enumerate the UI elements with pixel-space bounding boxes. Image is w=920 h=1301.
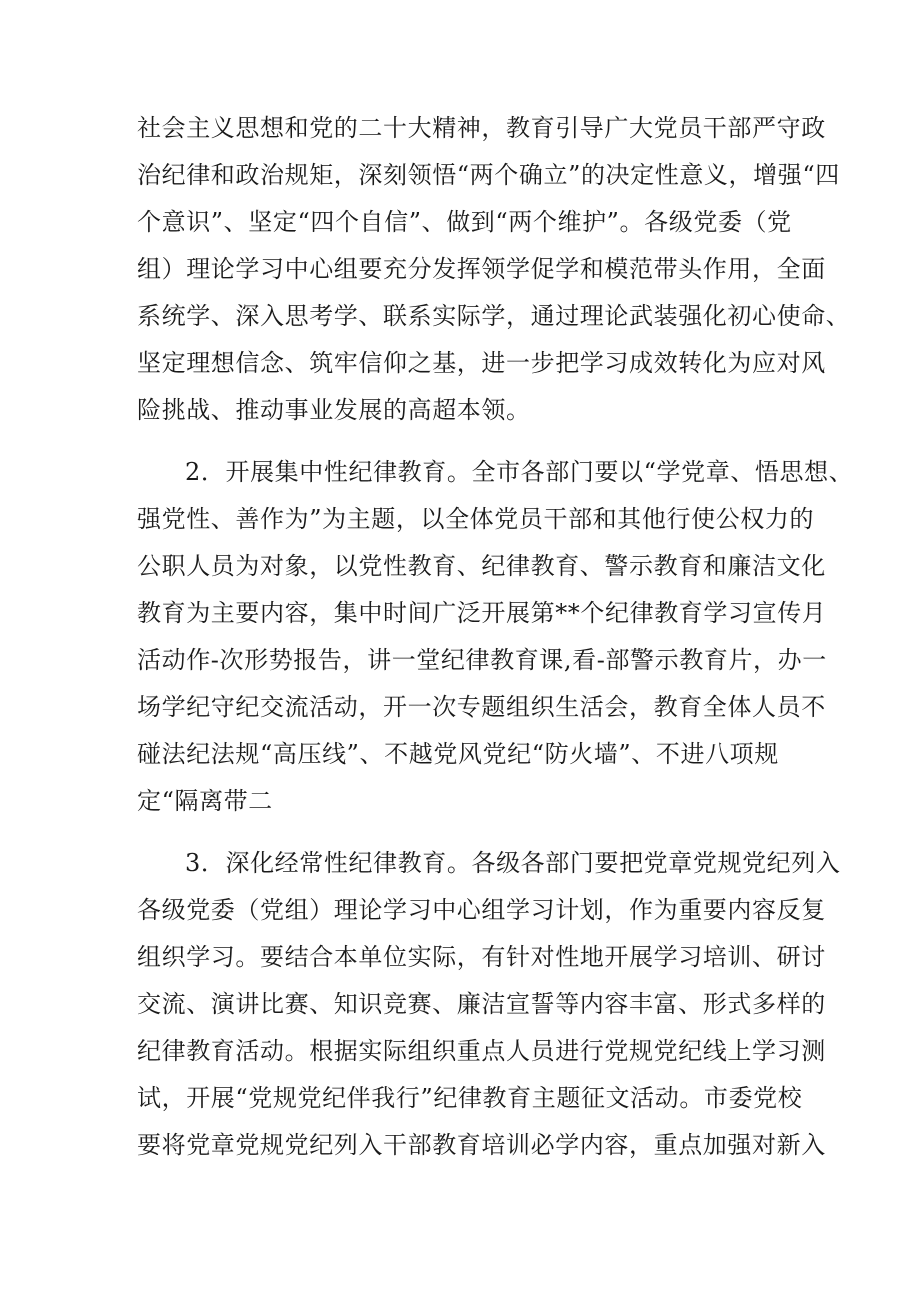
paragraph-line: 教育为主要内容，集中时间广泛开展第**个纪律教育学习宣传月 <box>137 599 827 627</box>
paragraph-line: 社会主义思想和党的二十大精神，教育引导广大党员干部严守政 <box>137 114 826 142</box>
paragraph-spacer <box>137 825 797 840</box>
paragraph-line: 强党性、善作为”为主题，以全体党员干部和其他行使公权力的 <box>137 505 815 533</box>
paragraph-spacer <box>137 434 797 449</box>
paragraph-line: 场学纪守纪交流活动，开一次专题组织生活会，教育全体人员不 <box>137 693 826 721</box>
document-body <box>137 105 854 1169</box>
paragraph-line: 组）理论学习中心组要充分发挥领学促学和模范带头作用，全面 <box>137 255 826 283</box>
paragraph-line: 治纪律和政治规矩，深刻领悟“两个确立”的决定性意义，增强“四 <box>137 161 840 189</box>
paragraph-3 <box>137 840 841 1169</box>
paragraph-line: 定“隔离带二 <box>137 787 273 815</box>
paragraph-line: 组织学习。要结合本单位实际，有针对性地开展学习培训、研讨 <box>137 943 826 971</box>
paragraph-2 <box>137 449 854 825</box>
paragraph-line: 试，开展“党规党纪伴我行”纪律教育主题征文活动。市委党校 <box>137 1084 803 1112</box>
paragraph-line: 个意识”、坚定“四个自信”、做到“两个维护”。各级党委（党 <box>137 208 792 236</box>
paragraph-line: 碰法纪法规“高压线”、不越党风党纪“防火墙”、不进八项规 <box>137 740 779 768</box>
paragraph-1 <box>137 105 851 434</box>
paragraph-line: 活动作-次形势报告，讲一堂纪律教育课,看-部警示教育片，办一 <box>137 646 827 674</box>
paragraph-line: 各级党委（党组）理论学习中心组学习计划，作为重要内容反复 <box>137 896 826 924</box>
paragraph-line: 交流、演讲比赛、知识竞赛、廉洁宣誓等内容丰富、形式多样的 <box>137 990 826 1018</box>
paragraph-line: 要将党章党规党纪列入干部教育培训必学内容，重点加强对新入 <box>137 1131 826 1159</box>
paragraph-line: 公职人员为对象，以党性教育、纪律教育、警示教育和廉洁文化 <box>137 552 826 580</box>
paragraph-line: 险挑战、推动事业发展的高超本领。 <box>137 396 531 424</box>
paragraph-line: 系统学、深入思考学、联系实际学，通过理论武装强化初心使命、 <box>137 302 851 330</box>
paragraph-line: 坚定理想信念、筑牢信仰之基，进一步把学习成效转化为应对风 <box>137 349 826 377</box>
paragraph-line: 纪律教育活动。根据实际组织重点人员进行党规党纪线上学习测 <box>137 1037 826 1065</box>
paragraph-line: 3．深化经常性纪律教育。各级各部门要把党章党规党纪列入 <box>185 849 841 877</box>
paragraph-line: 2．开展集中性纪律教育。全市各部门要以“学党章、悟思想、 <box>185 458 854 486</box>
